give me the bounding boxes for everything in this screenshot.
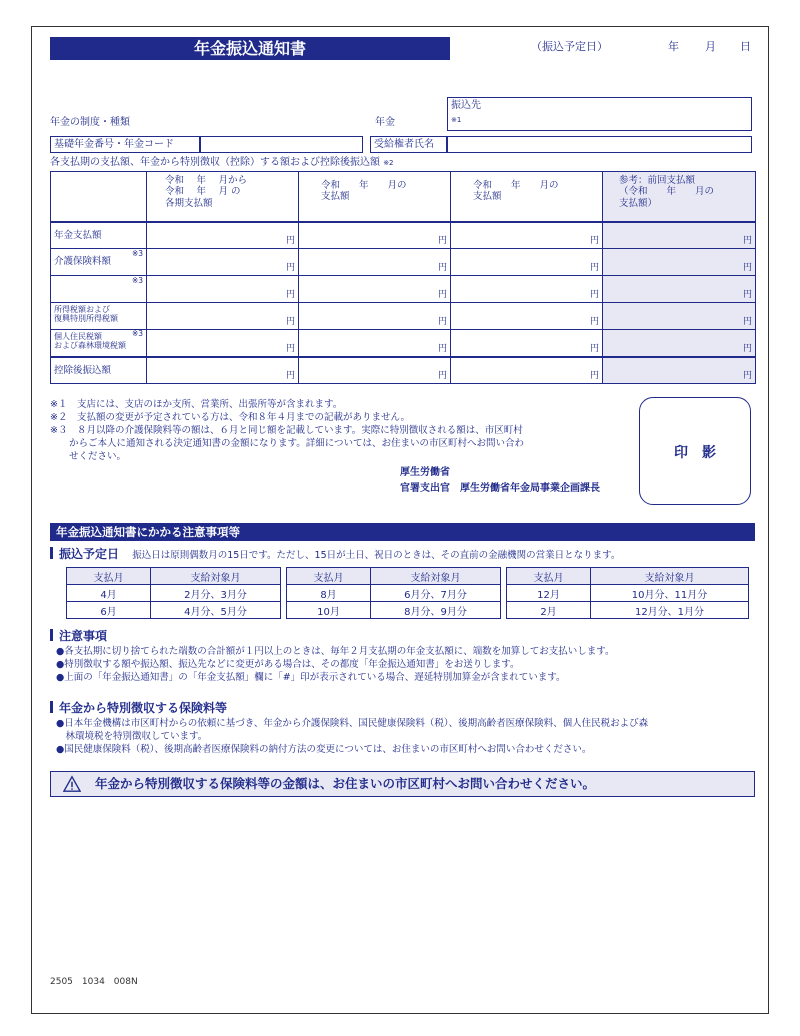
warning-icon — [63, 775, 81, 793]
recipient-name-label: 受給権者氏名 — [374, 139, 434, 150]
amount-cell: 円 — [147, 357, 299, 384]
list-item: ●日本年金機構は市区町村からの依頼に基づき、年金から介護保険料、国民健康保険料（税）、後期高齢者医療保険料、個人住民税および森 — [56, 718, 649, 729]
schedule-header: 支給対象月 — [371, 568, 501, 585]
schedule-text: 振込日は原則偶数月の15日です。ただし、15日が土日、祝日のときは、その直前の金融機関の営業日となります。 — [132, 550, 621, 561]
transfer-to-box — [447, 97, 752, 131]
schedule-table — [66, 567, 749, 619]
transfer-to-note: ※1 — [451, 116, 462, 124]
amount-cell: 円 — [147, 303, 299, 330]
payment-month: 4月 — [67, 585, 151, 602]
schedule-heading — [50, 547, 620, 562]
schedule-header: 支給対象月 — [151, 568, 281, 585]
amount-cell: 円 — [299, 330, 451, 357]
column-header-previous: 参考：前回支払額 （令和 年 月の 支払額） — [603, 172, 756, 222]
schedule-header: 支払月 — [507, 568, 591, 585]
target-months: 10月分、11月分 — [591, 585, 749, 602]
list-item: ●特別徴収する額や振込額、振込先などに変更がある場合は、その都度「年金振込通知書」をお送りします。 — [56, 659, 520, 670]
recipient-name-field — [447, 136, 752, 153]
table-row — [51, 303, 756, 330]
pension-label: 年金 — [375, 117, 395, 128]
amount-cell: 円 — [299, 222, 451, 249]
footnote: からご本人に通知される決定通知書の金額になります。詳細については、お住まいの市区町村へお問い合わ — [50, 438, 525, 449]
caption-note: ※2 — [383, 159, 394, 167]
caution-list — [56, 645, 615, 684]
payment-month: 6月 — [67, 602, 151, 619]
target-months: 12月分、1月分 — [591, 602, 749, 619]
pension-system-type-label: 年金の制度・種類 — [50, 117, 130, 128]
payment-table — [50, 171, 756, 384]
amount-cell: 円 — [299, 276, 451, 303]
list-item: ●国民健康保険料（税）、後期高齢者医療保険料の納付方法の変更については、お住まいの市区町村へお問い合わせください。 — [56, 744, 592, 755]
table-corner — [51, 172, 147, 222]
year-label: 年 — [668, 40, 679, 53]
list-item: ●各支払期に切り捨てられた端数の合計額が１円以上のときは、毎年２月支払期の年金支払額に、端数を加算してお支払いします。 — [56, 646, 615, 657]
payment-month: 10月 — [287, 602, 371, 619]
amount-cell: 円 — [299, 357, 451, 384]
transfer-to-label: 振込先 — [451, 100, 481, 111]
table-row — [51, 330, 756, 357]
basic-number-field — [200, 136, 363, 153]
day-label: 日 — [740, 40, 751, 53]
notice-section-header: 年金振込通知書にかかる注意事項等 — [50, 523, 755, 541]
amount-cell: 円 — [147, 222, 299, 249]
footnote: せください。 — [50, 451, 127, 462]
column-header-month-a: 令和 年 月の 支払額 — [299, 172, 451, 222]
table-row — [51, 276, 756, 303]
footnote: ※１ 支店には、支店のほか支所、営業所、出張所等が含まれます。 — [50, 399, 343, 410]
footer-code: 2505 1034 008N — [50, 977, 138, 987]
column-header-period: 令和 年 月から 令和 年 月 の 各期支払額 — [147, 172, 299, 222]
list-item: 林環境税を特別徴収しています。 — [56, 731, 208, 742]
amount-cell: 円 — [451, 276, 603, 303]
amount-cell: 円 — [299, 249, 451, 276]
seal-stamp-box — [639, 397, 751, 505]
table-row — [51, 222, 756, 249]
amount-cell: 円 — [451, 222, 603, 249]
table-row — [51, 249, 756, 276]
row-label: ※3 — [51, 276, 147, 303]
amount-cell: 円 — [451, 303, 603, 330]
row-label: 年金支払額 — [51, 222, 147, 249]
amount-cell: 円 — [147, 330, 299, 357]
payment-table-caption — [50, 157, 394, 169]
amount-cell: 円 — [147, 276, 299, 303]
issuer-ministry: 厚生労働省 — [400, 467, 450, 478]
column-header-month-b: 令和 年 月の 支払額 — [451, 172, 603, 222]
basic-number-label-box — [50, 136, 200, 153]
schedule-title: 振込予定日 — [50, 547, 119, 561]
amount-cell: 円 — [299, 303, 451, 330]
amount-cell: 円 — [451, 330, 603, 357]
seal-label: 印 影 — [674, 445, 716, 461]
schedule-header: 支払月 — [287, 568, 371, 585]
row-label: 所得税額および 復興特別所得税額 — [51, 303, 147, 330]
caution-title: 注意事項 — [50, 629, 107, 643]
amount-cell: 円 — [603, 276, 756, 303]
amount-cell: 円 — [451, 357, 603, 384]
row-label: 個人住民税額 および森林環境税額 ※3 — [51, 330, 147, 357]
scheduled-date-label: （振込予定日） — [531, 40, 608, 53]
caption-text: 各支払期の支払額、年金から特別徴収（控除）する額および控除後振込額 — [50, 157, 380, 168]
target-months: 8月分、9月分 — [371, 602, 501, 619]
warning-text: 年金から特別徴収する保険料等の金額は、お住まいの市区町村へお問い合わせください。 — [95, 776, 596, 791]
amount-cell: 円 — [451, 249, 603, 276]
row-label: 控除後振込額 — [51, 357, 147, 384]
footnote: ※３ ８月以降の介護保険料等の額は、６月と同じ額を記載しています。実際に特別徴収される額は、市区町村 — [50, 425, 523, 436]
month-label: 月 — [705, 40, 716, 53]
amount-cell: 円 — [603, 249, 756, 276]
document-title: 年金振込通知書 — [50, 37, 450, 60]
target-months: 4月分、5月分 — [151, 602, 281, 619]
basic-number-label: 基礎年金番号・年金コード — [54, 139, 174, 150]
row-label: 介護保険料額 ※3 — [51, 249, 147, 276]
schedule-header-row — [67, 568, 749, 585]
schedule-header: 支払月 — [67, 568, 151, 585]
table-row — [67, 602, 749, 619]
insurance-list — [56, 717, 648, 756]
amount-cell: 円 — [147, 249, 299, 276]
footnotes — [50, 398, 524, 463]
payment-month: 2月 — [507, 602, 591, 619]
footnote: ※２ 支払額の変更が予定されている方は、令和８年４月までの記載がありません。 — [50, 412, 411, 423]
target-months: 6月分、7月分 — [371, 585, 501, 602]
amount-cell: 円 — [603, 357, 756, 384]
payment-month: 12月 — [507, 585, 591, 602]
amount-cell: 円 — [603, 303, 756, 330]
table-row — [51, 357, 756, 384]
table-row — [67, 585, 749, 602]
recipient-name-label-box — [370, 136, 447, 153]
amount-cell: 円 — [603, 330, 756, 357]
schedule-header: 支給対象月 — [591, 568, 749, 585]
amount-cell: 円 — [603, 222, 756, 249]
insurance-title: 年金から特別徴収する保険料等 — [50, 701, 227, 715]
issuer-officer: 官署支出官 厚生労働省年金局事業企画課長 — [400, 483, 600, 494]
pension-notice-sheet — [31, 26, 769, 1014]
warning-banner — [50, 771, 755, 797]
list-item: ●上面の「年金振込通知書」の「年金支払額」欄に「#」印が表示されている場合、遅延特別加算金が含まれています。 — [56, 672, 566, 683]
payment-month: 8月 — [287, 585, 371, 602]
target-months: 2月分、3月分 — [151, 585, 281, 602]
